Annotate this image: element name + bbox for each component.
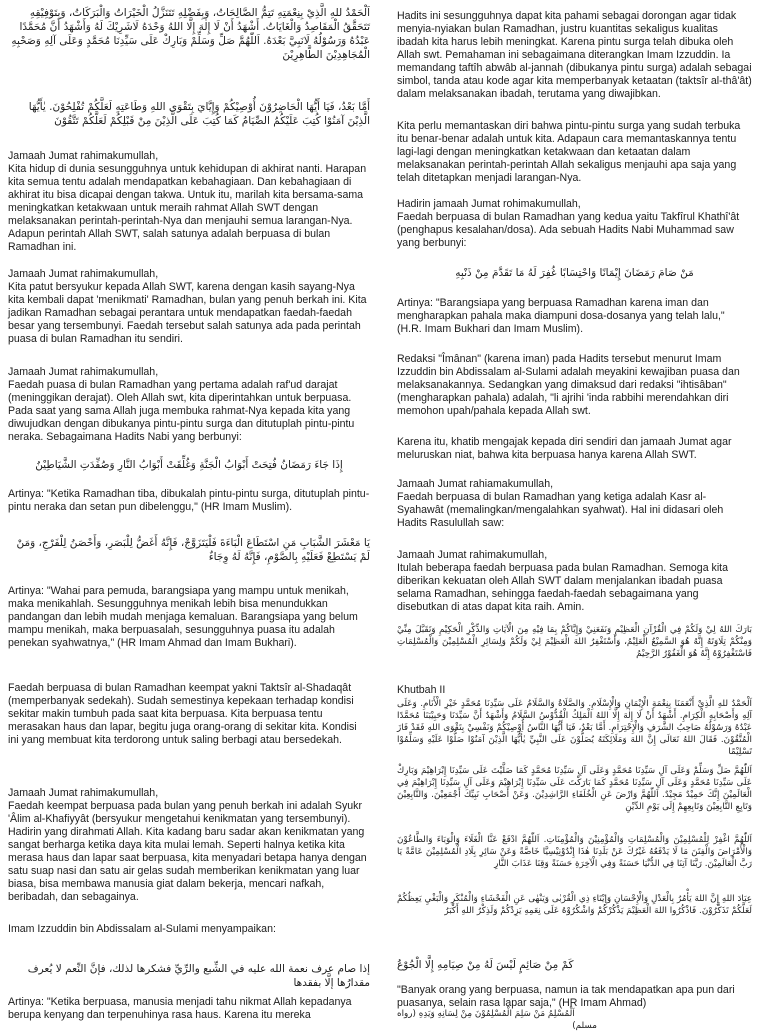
paragraph-right-4: Redaksi "Îmânan" (karena iman) pada Hadits tersebut menurut Imam Izzuddin bin Abdissalam al-Sulami adalah meyakini kewajiban puasa dan melaksanakannya. Sedangkan yang dimaksud dari redaksi "ihtisâban" (mengharapkan pahala) adalah, "li ajrihi 'inda rabbihi merendahkan diri memohon upah/pahala kepada Allah swt. (397, 353, 740, 417)
hadith-1-translation: Artinya: "Ketika Ramadhan tiba, dibukalah pintu-pintu surga, ditutuplah pintu-pintu neraka dan setan pun dibelenggu," (HR Imam Muslim). (8, 488, 370, 513)
paragraph-right-6: Jamaah Jumat rahiamakumullah, Faedah berpuasa di bulan Ramadhan yang ketiga adalah Kasr al-Syahawât (memalingkan/mengalahkan syahwat). Hal ini didasari oleh Hadits Rasulullah saw: (397, 478, 724, 529)
paragraph-right-5: Karena itu, khatib mengajak kepada diri sendiri dan jamaah Jumat agar meluruskan niat, bahwa kita berpuasa hanya karena Allah SWT. (397, 436, 732, 461)
amma-badu-arabic: أَمَّا بَعْدُ، فَيَا أَيُّهَا الْحَاضِرُوْنَ أُوْصِيْكُمْ وَإِيَّايَ بِتَقْوَى اللهِ وَطَاعَتِهِ لَعَلَّكُمْ تُفْلِحُوْنَ. يٰأَيُّهَا الَّذِيْنَ آمَنُوْا كُتِبَ عَلَيْكُمُ الصِّيَامُ كَمَا كُتِبَ عَلَى الَّذِيْنَ مِنْ قَبْلِكُمْ لَعَلَّكُمْ تَتَّقُوْنَ (28, 101, 370, 127)
hadith-2-arabic: يَا مَعْشَرَ الشَّبَابِ مَنِ اسْتَطَاعَ الْبَاءَةَ فَلْيَتَزَوَّجْ، فَإِنَّهُ أَغَضُّ لِلْبَصَرِ، وَأَحْصَنُ لِلْفَرْجِ، وَمَنْ لَمْ يَسْتَطِعْ فَعَلَيْهِ بِالصَّوْمِ، فَإِنَّهُ لَهُ وِجَاءٌ (16, 537, 370, 563)
closing-prayer-arabic: بَارَكَ اللهُ لِيْ وَلَكُمْ فِي الْقُرْآنِ الْعَظِيْمِ وَنَفَعَنِيْ وَإِيَّاكُمْ بِمَا فِيْهِ مِنَ الْآيَاتِ وَالذِّكْرِ الْحَكِيْمِ وَتَقَبَّلَ مِنِّيْ وَمِنْكُمْ تِلَاوَتَهُ إِنَّهُ هُوَ السَّمِيْعُ الْعَلِيْمُ، وَأَسْتَغْفِرُ اللهَ الْعَظِيْمَ لِيْ وَلَكُمْ وَلِسَائِرِ الْمُسْلِمِيْنَ وَالْمُسْلِمَاتِ فَاسْتَغْفِرُوْهُ إِنَّهُ هُوَ الْغَفُوْرُ الرَّحِيْمُ (397, 625, 752, 659)
paragraph-left-3: Jamaah Jumat rahimakumullah, Faedah puasa di bulan Ramadhan yang pertama adalah raf'ud darajat (meninggikan derajat). Oleh Allah swt, kita diperintahkan untuk berpuasa. Pada saat yang sama Allah juga membuka rahmat-Nya kepada kita yang diwujudkan dengan dibukanya pintu-pintu surga dan ditutuplah pintu-pintu neraka. Sebagaimana Hadits Nabi yang berbunyi: (8, 366, 355, 443)
hadith-5-arabic: اَلْمُسْلِمُ مَنْ سَلِمَ الْمُسْلِمُوْنَ مِنْ لِسَانِهِ وَيَدِهِ (رواه مسلم) (397, 1009, 597, 1031)
paragraph-left-1: Jamaah Jumat rahimakumullah, Kita hidup di dunia sesungguhnya untuk kehidupan di akhirat nanti. Harapan kita semua tentu adalah mendapatkan kebahagiaan. Dan kebahagiaan di akhirat itu bisa dicapai dengan takwa. Untuk itu, marilah kita bersama-sama meningkatkan ketakwaan untuk meraih rahmat Allah SWT dengan melaksanakan perintah-perintah-Nya dan menjauhi semua larangan-Nya. Adapun perintah Allah SWT, salah satunya adalah berpuasa di bulan Ramadhan ini. (8, 150, 367, 253)
hadith-4-translation: "Banyak orang yang berpuasa, namun ia tak mendapatkan apa pun dari puasanya, selain rasa lapar saja," (HR Imam Ahmad) (397, 984, 735, 1009)
paragraph-right-7: Jamaah Jumat rahimakumullah, Itulah beberapa faedah berpuasa pada bulan Ramadhan. Semoga kita diberikan kekuatan oleh Allah SWT dalam menjalankan ibadah puasa selama Ramadhan, sehingga faedah-faedah sebagaimana yang disebutkan di atas dapat kita raih. Amin. (397, 549, 729, 613)
paragraph-left-2: Jamaah Jumat rahimakumullah, Kita patut bersyukur kepada Allah SWT, karena dengan kasih sayang-Nya kita kembali dapat 'menikmati' Ramadhan, bulan yang penuh berkah ini. Kita jadikan Ramadhan sebagai perantara untuk mendapatkan faedah-faedah besar yang tersembunyi. Faedah tersebut salah satunya ada pada perintah puasa di bulan Ramadhan itu sendiri. (8, 268, 367, 345)
izzuddin-quote-arabic: إذا صام عرف نعمة الله عليه في الشِّبع والرِّيِّ فشكرها لذلك، فإنَّ النِّعم لا يُعرف مقدارُها إلَّا بفقدها (27, 963, 370, 989)
khutbah-2-salawat-arabic: اَللّٰهُمَّ صَلِّ وَسَلِّمْ وَعَلَى آلِ سَيِّدِنَا مُحَمَّدٍ وَعَلَى آلِ سَيِّدِنَا مُحَمَّدٍ كَمَا صَلَّيْتَ عَلَى سَيِّدِنَا إِبْرَاهِيْمَ وَبَارِكْ عَلَى سَيِّدِنَا مُحَمَّدٍ وَعَلَى آلِ سَيِّدِنَا مُحَمَّدٍ كَمَا بَارَكْتَ عَلَى سَيِّدِنَا إِبْرَاهِيْمَ وَعَلَى آلِ سَيِّدِنَا إِبْرَاهِيْمَ فِي الْعَالَمِيْنَ إِنَّكَ حَمِيْدٌ مَجِيْدٌ. اَللّٰهُمَّ وَارْضَ عَنِ الْخُلَفَاءِ الرَّاشِدِيْنَ. وَعَنْ أَصْحَابِ نَبِيِّكَ أَجْمَعِيْنَ. وَالتَّابِعِيْنَ وَتَابِعِ التَّابِعِيْنَ وَتَابِعِهِمْ إِلَى يَوْمِ الدِّيْنِ (397, 766, 752, 812)
hadith-3-arabic: مَنْ صَامَ رَمَضَانَ إِيْمَانًا وَاحْتِسَابًا غُفِرَ لَهُ مَا تَقَدَّمَ مِنْ ذَنْبِهِ (455, 267, 694, 279)
khutbah-2-opening-arabic: اَلْحَمْدُ للهِ الَّذِيْ أَنْعَمَنَا بِنِعْمَةِ الْإِيْمَانِ وَالْإِسْلَامِ. وَالصَّلَاةُ وَالسَّلَامُ عَلَى سَيِّدِنَا مُحَمَّدٍ خَيْرِ الْأَنَامِ. وَعَلَى آلِهِ وَأَصْحَابِهِ الْكِرَامِ. أَشْهَدُ أَنْ لَا إِلٰهَ إِلَّا اللهُ الْمَلِكُ الْقُدُّوْسُ السَّلَامُ وَأَشْهَدُ أَنَّ سَيِّدَنَا وَحَبِيْبَنَا مُحَمَّدًا عَبْدُهُ وَرَسُوْلُهُ صَاحِبُ الشَّرَفِ وَالْإِحْتِرَامِ. أَمَّا بَعْدُ، فَيَا أَيُّهَا النَّاسُ أُوْصِيْكُمْ وَنَفْسِيْ بِتَقْوَى اللهِ فَقَدْ فَازَ الْمُتَّقُوْنَ. فَقَالَ اللهُ تَعَالَى إِنَّ اللهَ وَمَلَائِكَتَهُ يُصَلُّوْنَ عَلَى النَّبِيِّ يٰأَيُّهَا الَّذِيْنَ آمَنُوْا صَلُّوْا عَلَيْهِ وَسَلِّمُوْا تَسْلِيْمًا (397, 699, 752, 757)
paragraph-right-3: Hadirin jamaah Jumat rohimakumullah, Faedah berpuasa di bulan Ramadhan yang kedua yaitu Takfîrul Khathî'ât (penghapus kesalahan/dosa). Ada sebuah Hadits Nabi Muhammad saw yang berbunyi: (397, 198, 740, 249)
paragraph-right-2: Kita perlu memantaskan diri bahwa pintu-pintu surga yang sudah terbuka itu benar-benar adalah untuk kita. Adapaun cara memantaskannya tentu lagi-lagi dengan meningkatkan ketakwaan dan ketaatan dalam melaksanakan perintah-perintah Allah sekaligus menjauhi apa saja yang telah ditetapkan menjadi larangan-Nya. (397, 120, 741, 184)
hadith-3-translation: Artinya: "Barangsiapa yang berpuasa Ramadhan karena iman dan mengharapkan pahala maka diampuni dosa-dosanya yang telah lalu," (H.R. Imam Bukhari dan Imam Muslim). (397, 297, 725, 335)
khutbah-2-doa-arabic: اَللّٰهُمَّ اغْفِرْ لِلْمُسْلِمِيْنَ وَالْمُسْلِمَاتِ وَالْمُؤْمِنِيْنَ وَالْمُؤْمِنَاتِ. اَللّٰهُمَّ ادْفَعْ عَنَّا الْغَلَاءَ وَالْوَبَاءَ وَالطَّاعُوْنَ وَالْأَمْرَاضَ وَالْفِتَنَ مَا لَا يَدْفَعُهُ غَيْرُكَ عَنْ بَلَدِنَا هٰذَا إِنْدُوْنِيْسِيَّا خَاصَّةً وَعَنْ سَائِرِ بِلَادِ الْمُسْلِمِيْنَ عَامَّةً يَا رَبَّ الْعَالَمِيْنَ. رَبَّنَا آتِنَا فِي الدُّنْيَا حَسَنَةً وَفِي الْآخِرَةِ حَسَنَةً وَقِنَا عَذَابَ النَّارِ (397, 835, 752, 869)
khutbah-opening-arabic: اَلْحَمْدُ للهِ الَّذِيْ بِنِعْمَتِهِ تَتِمُّ الصَّالِحَاتُ، وَبِفَضْلِهِ تَتَنَزَّلُ الْخَيْرَاتُ وَالْبَرَكَاتُ، وَبِتَوْفِيْقِهِ تَتَحَقَّقُ الْمَقَاصِدُ وَالْغَايَاتُ. أَشْهَدُ أَنْ لَا إِلٰهَ إِلَّا اللهُ وَحْدَهُ لَاشَرِيْكَ لَهُ وَأَشْهَدُ أَنَّ مُحَمَّدًا عَبْدُهُ وَرَسُوْلُهُ لَانَبِيَّ بَعْدَهُ. اَللّٰهُمَّ صَلِّ وَسَلِّمْ وَبَارِكْ عَلَى سَيِّدِنَا مُحَمَّدٍ وَعَلَى آلِهِ وَصَحْبِهِ الْمُجَاهِدِيْنَ الطَّاهِرِيْنَ (11, 7, 370, 61)
izzuddin-quote-translation: Artinya: "Ketika berpuasa, manusia menjadi tahu nikmat Allah kepadanya berupa kenyang dan terpenuhinya rasa haus. Karena itu mereka (8, 996, 352, 1021)
paragraph-left-5: Jamaah Jumat rahimakumullah, Faedah keempat berpuasa pada bulan yang penuh berkah ini adalah Syukr 'Âlim al-Khafiyyât (bersyukur mengetahui kenikmatan yang tersembunyi). Hadirin yang dirahmati Allah. Kita kadang baru sadar akan kenikmatan yang sangat berharga ketika daya kita mulai lemah. Seperti halnya ketika kita merasa haus dan lapar saat berpuasa, kita menyadari betapa hanya dengan satu suap nasi dan satu air gelas sudah memberikan kenikmatan yang luar biasa, bisa membawa manusia giat dalam bekerja, mencari nafkah, beribadah, dan sebagainya. (8, 787, 367, 903)
hadith-2-translation: Artinya: "Wahai para pemuda, barangsiapa yang mampu untuk menikah, maka menikahlah. Sesungguhnya menikah lebih bisa menundukkan pandangan dan lebih mudah menjaga kemaluan. Barangsiapa yang belum mampu menikah, maka berpuasalah, sesungguhnya puasa itu adalah penekan syahwatnya," (HR Imam Ahmad dan Imam Bukhari). (8, 585, 358, 649)
khutbah-2-closing-arabic: عِبَادَ اللهِ إِنَّ اللهَ يَأْمُرُ بِالْعَدْلِ وَالْإِحْسَانِ وَإِيْتَاءِ ذِي الْقُرْبٰى وَيَنْهٰى عَنِ الْفَحْشَاءِ وَالْمُنْكَرِ وَالْبَغْيِ يَعِظُكُمْ لَعَلَّكُمْ تَذَكَّرُوْنَ. فَاذْكُرُوا اللهَ الْعَظِيْمَ يَذْكُرْكُمْ وَاشْكُرُوْهُ عَلَى نِعَمِهِ يَزِدْكُمْ وَلَذِكْرُ اللهِ أَكْبَرُ (397, 894, 752, 916)
paragraph-left-6: Imam Izzuddin bin Abdissalam al-Sulami menyampaikan: (8, 923, 276, 935)
paragraph-left-4: Faedah berpuasa di bulan Ramadhan keempat yakni Taktsîr al-Shadaqât (memperbanyak sedekah). Sudah semestinya kepekaan terhadap kondisi sekitar makin tumbuh pada saat kita berpuasa. Kita berpuasa tentu merasakan haus dan lapar, begitu juga orang-orang di sekitar kita. Kondisi ini yang membuat kita terdorong untuk saling berbagi atau bersedekah. (8, 682, 357, 746)
paragraph-right-1: Hadits ini sesungguhnya dapat kita pahami sebagai dorongan agar tidak menyia-nyiakan bulan Ramadhan, justru kuantitas sekaligus kualitas ibadah kita harus lebih meningkat. Karena pintu surga telah dibuka oleh Allah swt. Pemahaman ini sebagaimana diterangkan Imam Izzuddin. Ia memandang taftîh abwâb al-jannah (dibukanya pintu surga) adalah sebagai simbol, tanda atau kode agar kita memperbanyak ketaatan (taktsîr al-thâ'ât) dalam melaksanakan ibadah, terutama yang diwajibkan. (397, 10, 752, 100)
hadith-4-arabic: كَمْ مِنْ صَائِمٍ لَيْسَ لَهُ مِنْ صِيَامِهِ إِلَّا الْجُوْعُ (397, 959, 574, 971)
hadith-1-arabic: إِذَا جَاءَ رَمَضَانُ فُتِحَتْ أَبْوَابُ الْجَنَّةِ وَغُلِّقَتْ أَبْوَابُ النَّارِ وَصُفِّدَتِ الشَّيَاطِيْنُ (35, 459, 343, 471)
khutbah-2-title: Khutbah II (397, 684, 446, 696)
